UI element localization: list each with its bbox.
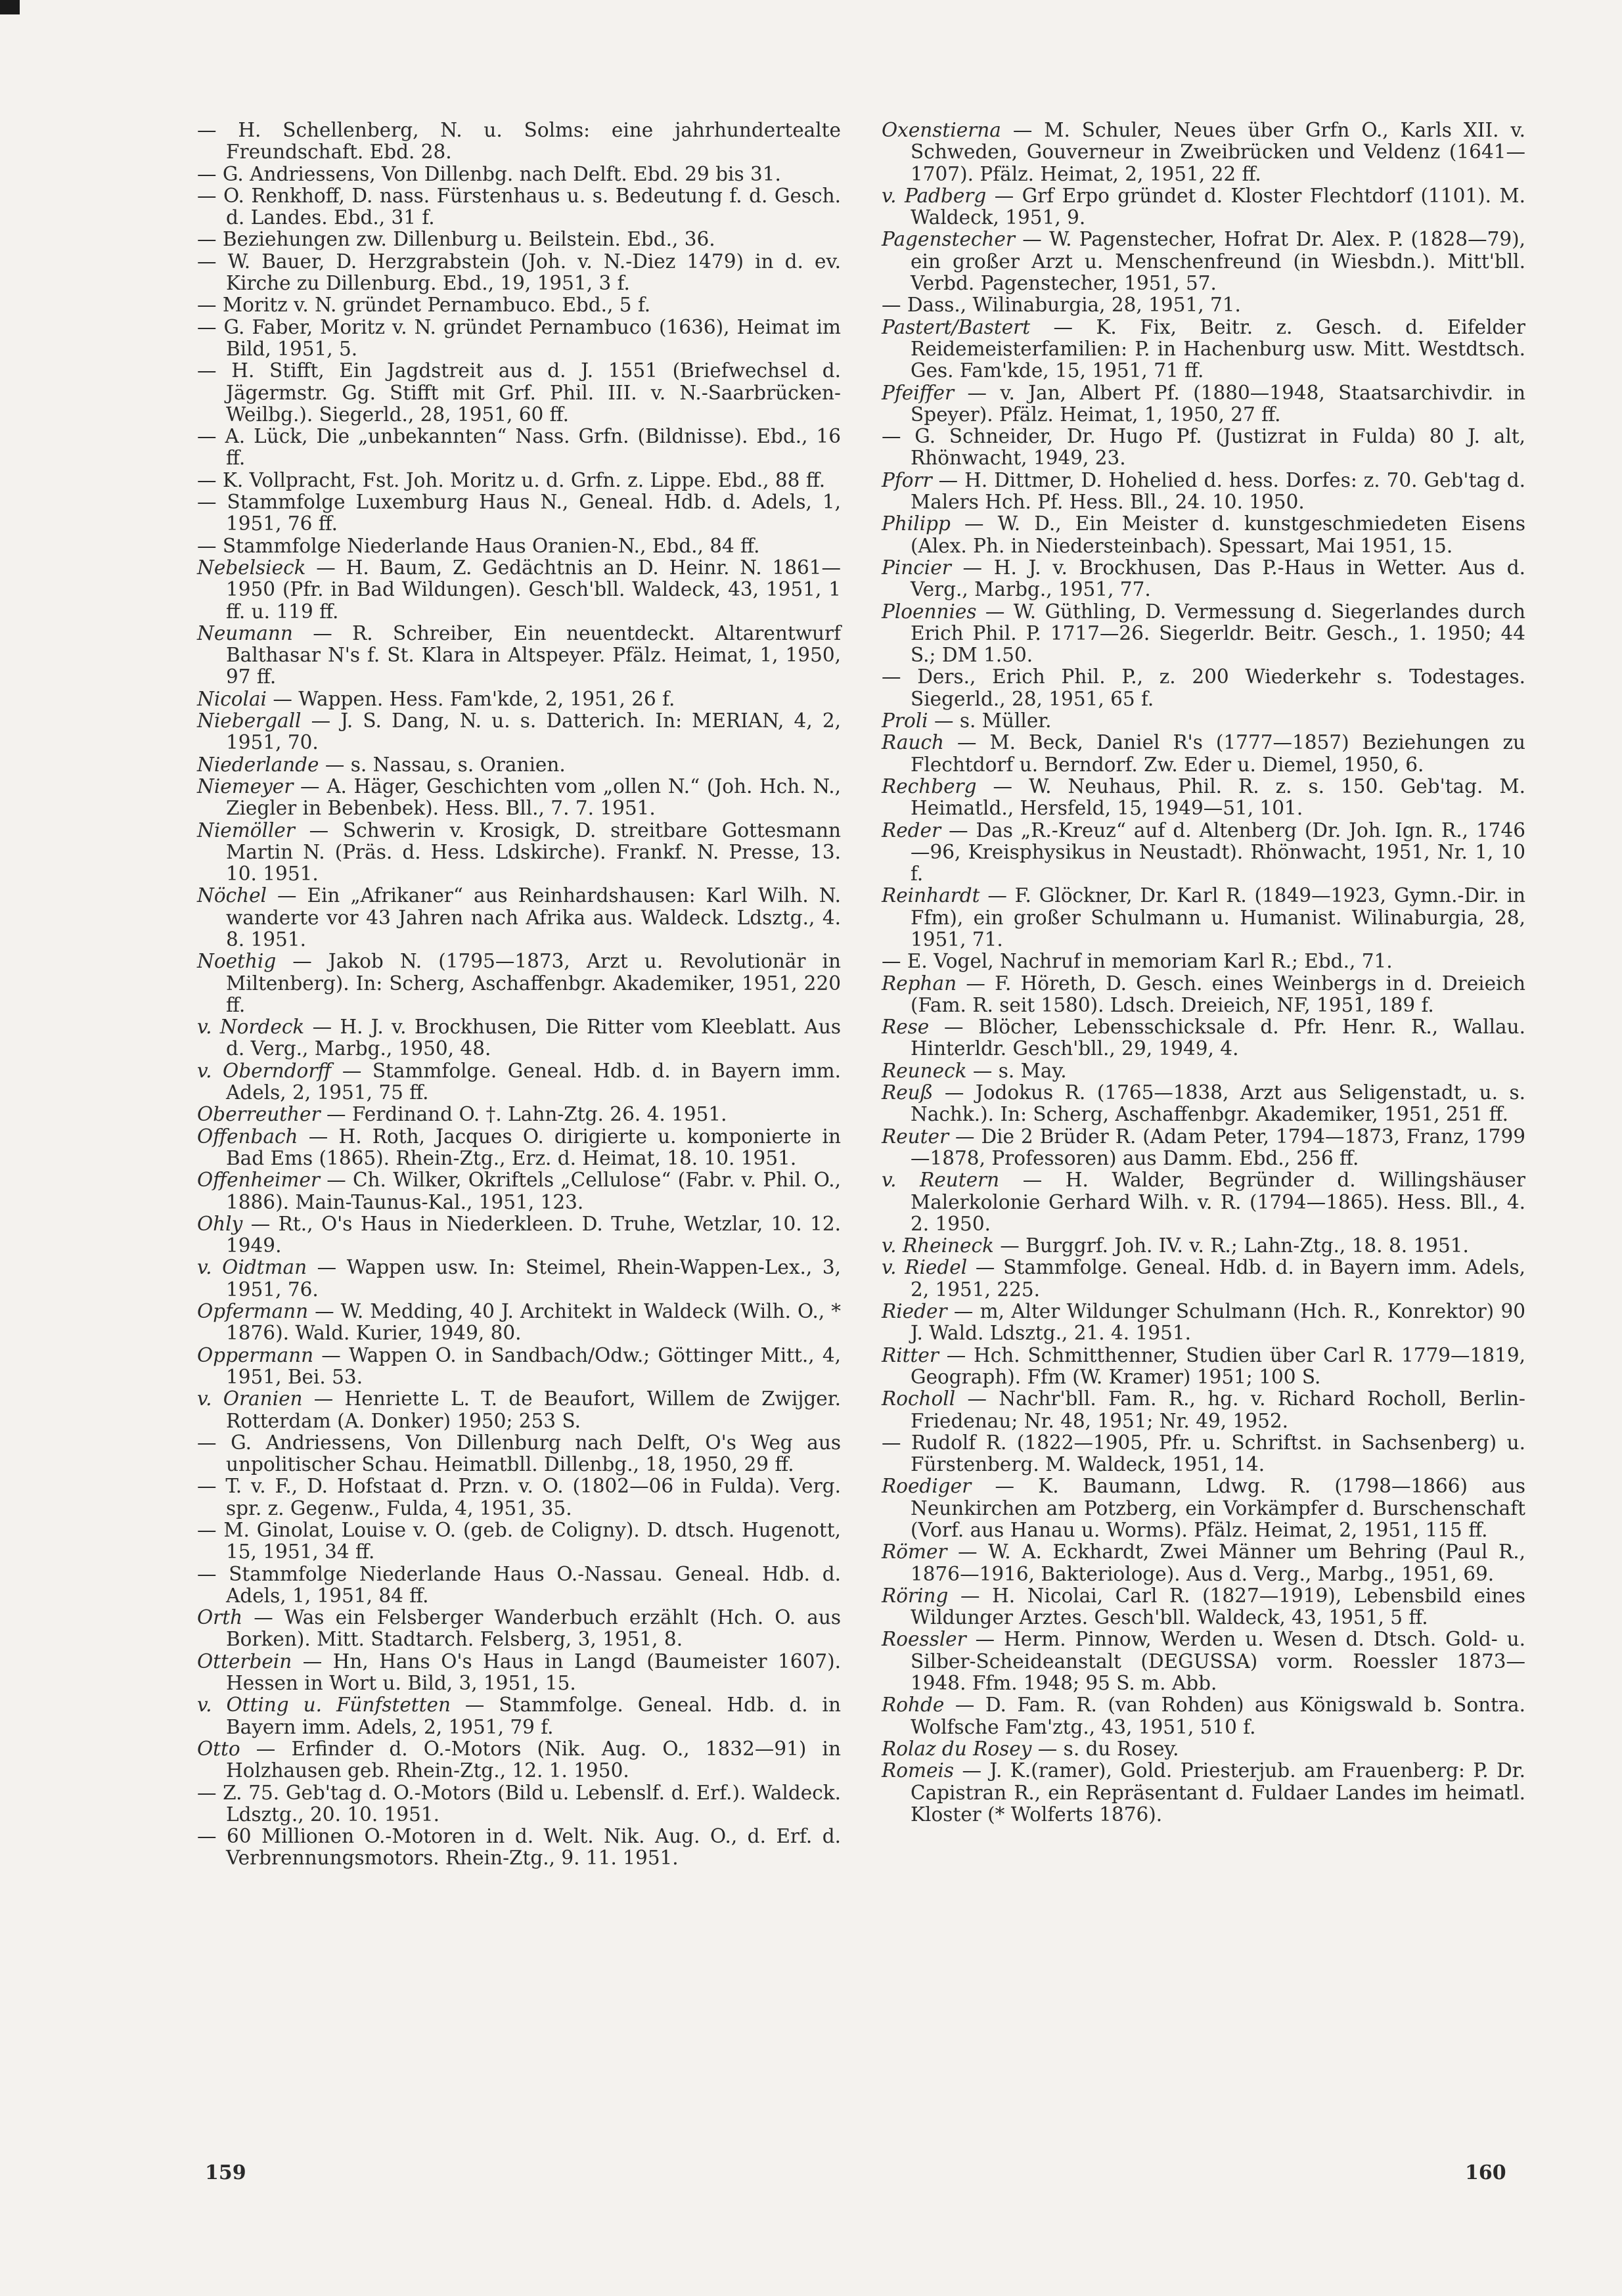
entry-keyword: Römer [882, 1541, 947, 1564]
entry-keyword: Noethig [197, 950, 277, 973]
entry-text: — M. Ginolat, Louise v. O. (geb. de Coligny). D. dtsch. Hugenott, 15, 1951, 34 ff. [197, 1519, 841, 1564]
entry-keyword: Reuter [882, 1125, 949, 1148]
entry-keyword: v. Rheineck [882, 1234, 994, 1257]
index-entry [197, 754, 841, 776]
index-entry [197, 1826, 841, 1870]
index-entry [197, 1169, 841, 1213]
entry-text: — W. A. Eckhardt, Zwei Männer um Behring (Paul R., 1876—1916, Bakteriologe). Aus d. Verg., Marbg., 1951, 69. [911, 1541, 1525, 1585]
entry-keyword: Proli [882, 709, 928, 732]
entry-keyword: Niemöller [197, 819, 295, 842]
entry-text: — G. Andriessens, Von Dillenburg nach Delft, O's Weg aus unpolitischer Schau. Heimatbll. Dillenbg., 18, 1950, 29 ff. [197, 1431, 841, 1476]
entry-keyword: Rephan [882, 972, 957, 995]
page-number-left: 159 [205, 2161, 246, 2184]
index-entry [197, 1301, 841, 1345]
entry-keyword: Orth [197, 1606, 243, 1629]
entry-keyword: Rieder [882, 1300, 947, 1323]
index-entry [882, 1060, 1525, 1082]
entry-text: — Blöcher, Lebensschicksale d. Pfr. Henr. R., Wallau. Hinterldr. Gesch'bll., 29, 1949, 4. [911, 1016, 1525, 1060]
entry-text: — Ferdinand O. †. Lahn-Ztg. 26. 4. 1951. [320, 1103, 727, 1126]
entry-text: — F. Glöckner, Dr. Karl R. (1849—1923, Gymn.-Dir. in Ffm), ein großer Schulmann u. Humanist. Wilinaburgia, 28, 1951, 71. [911, 884, 1525, 951]
index-entry [197, 1782, 841, 1826]
entry-text: — Ch. Wilker, Okriftels „Cellulose“ (Fabr. v. Phil. O., 1886). Main-Taunus-Kal., 1951, 123. [226, 1169, 841, 1213]
index-entry [197, 1651, 841, 1695]
index-entry [197, 185, 841, 229]
entry-text: — Wappen usw. In: Steimel, Rhein-Wappen-Lex., 3, 1951, 76. [226, 1256, 841, 1301]
index-entry [882, 1388, 1525, 1432]
entry-keyword: v. Oidtman [197, 1256, 307, 1279]
entry-keyword: Pfeiffer [882, 381, 955, 404]
entry-keyword: Pforr [882, 468, 932, 491]
entry-keyword: Oppermann [197, 1343, 314, 1366]
entry-text: — Dass., Wilinaburgia, 28, 1951, 71. [882, 294, 1241, 317]
entry-text: — E. Vogel, Nachruf in memoriam Karl R.; Ebd., 71. [882, 950, 1393, 973]
entry-keyword: Niederlande [197, 753, 319, 776]
entry-text: — Stammfolge. Geneal. Hdb. d. in Bayern imm. Adels, 2, 1951, 79 f. [226, 1694, 841, 1738]
index-entry [197, 535, 841, 557]
index-entry [882, 1541, 1525, 1585]
entry-text: — Erfinder d. O.-Motors (Nik. Aug. O., 1832—91) in Holzhausen geb. Rhein-Ztg., 12. 1. 1950. [226, 1737, 841, 1782]
entry-text: — Z. 75. Geb'tag d. O.-Motors (Bild u. Lebenslf. d. Erf.). Waldeck. Ldsztg., 20. 10. 1951. [197, 1781, 841, 1826]
index-entry [197, 1694, 841, 1738]
entry-text: — Beziehungen zw. Dillenburg u. Beilstein. Ebd., 36. [197, 228, 715, 251]
entry-text: — H. J. v. Brockhusen, Die Ritter vom Kleeblatt. Aus d. Verg., Marbg., 1950, 48. [226, 1016, 841, 1060]
entry-text: — Moritz v. N. gründet Pernambuco. Ebd., 5 f. [197, 294, 651, 317]
index-entry [197, 1607, 841, 1651]
entry-text: — Stammfolge. Geneal. Hdb. d. in Bayern imm. Adels, 2, 1951, 225. [911, 1256, 1525, 1301]
entry-keyword: Pagenstecher [882, 228, 1015, 251]
entry-text: — s. du Rosey. [1031, 1737, 1179, 1760]
index-entry [197, 1432, 841, 1476]
entry-keyword: Ohly [197, 1212, 243, 1235]
entry-text: — G. Schneider, Dr. Hugo Pf. (Justizrat in Fulda) 80 J. alt, Rhönwacht, 1949, 23. [882, 425, 1525, 470]
index-entry [882, 1738, 1525, 1760]
index-entry [882, 557, 1525, 601]
index-entry [882, 666, 1525, 710]
entry-text: — Hn, Hans O's Haus in Langd (Baumeister 1607). Hessen in Wort u. Bild, 3, 1951, 15. [226, 1650, 841, 1695]
index-entry [882, 1016, 1525, 1060]
entry-text: — M. Schuler, Neues über Grfn O., Karls XII. v. Schweden, Gouverneur in Zweibrücken und Veldenz (1641—1707). Pfälz. Heimat, 2, 1951, 22 ff. [911, 119, 1525, 185]
index-entry [882, 120, 1525, 185]
index-entry [197, 557, 841, 623]
entry-text: — Rudolf R. (1822—1905, Pfr. u. Schriftst. in Sachsenberg) u. Fürstenberg. M. Waldeck, 1951, 14. [882, 1431, 1525, 1476]
entry-text: — Jakob N. (1795—1873, Arzt u. Revolutionär in Miltenberg). In: Scherg, Aschaffenbgr. Akademiker, 1951, 220 ff. [226, 950, 841, 1016]
index-entry [882, 1345, 1525, 1389]
entry-keyword: v. Oranien [197, 1387, 303, 1410]
index-entry [882, 185, 1525, 229]
entry-text: — K. Baumann, Ldwg. R. (1798—1866) aus Neunkirchen am Potzberg, ein Vorkämpfer d. Burschenschaft (Vorf. aus Hanau u. Worms). Pfälz. Heimat, 2, 1951, 115 ff. [911, 1475, 1525, 1541]
entry-keyword: v. Padberg [882, 184, 987, 207]
index-entry [197, 1564, 841, 1608]
entry-text: — Die 2 Brüder R. (Adam Peter, 1794—1873, Franz, 1799—1878, Professoren) aus Damm. Ebd., 256 ff. [911, 1125, 1525, 1169]
index-entry [197, 1060, 841, 1104]
index-entry [882, 885, 1525, 951]
index-entry [197, 294, 841, 316]
index-entry [882, 951, 1525, 972]
index-entry [882, 1432, 1525, 1476]
index-entry [882, 601, 1525, 667]
entry-text: — W. Bauer, D. Herzgrabstein (Joh. v. N.-Diez 1479) in d. ev. Kirche zu Dillenburg. Ebd., 19, 1951, 3 f. [197, 250, 841, 295]
entry-keyword: Rohde [882, 1694, 945, 1717]
entry-text: — F. Höreth, D. Gesch. eines Weinbergs in d. Dreieich (Fam. R. seit 1580). Ldsch. Dreieich, NF, 1951, 189 f. [911, 972, 1525, 1016]
entry-text: — Das „R.-Kreuz“ auf d. Altenberg (Dr. Joh. Ign. R., 1746—96, Kreisphysikus in Neustadt). Rhönwacht, 1951, Nr. 1, 10 f. [911, 819, 1525, 886]
entry-text: — D. Fam. R. (van Rohden) aus Königswald b. Sontra. Wolfsche Fam'ztg., 43, 1951, 510 f. [911, 1694, 1525, 1738]
entry-keyword: Ploennies [882, 600, 977, 623]
entry-text: — s. Müller. [928, 709, 1052, 732]
left-column [197, 120, 841, 1870]
entry-text: — H. Roth, Jacques O. dirigierte u. komponierte in Bad Ems (1865). Rhein-Ztg., Erz. d. Heimat, 18. 10. 1951. [226, 1125, 841, 1169]
index-entry [882, 776, 1525, 820]
index-entry [882, 1126, 1525, 1170]
entry-keyword: Ritter [882, 1343, 939, 1366]
index-entry [882, 1301, 1525, 1345]
entry-text: — Stammfolge Luxemburg Haus N., Geneal. Hdb. d. Adels, 1, 1951, 76 ff. [197, 491, 841, 535]
entry-keyword: Oxenstierna [882, 119, 1001, 141]
entry-text: — Schwerin v. Krosigk, D. streitbare Gottesmann Martin N. (Präs. d. Hess. Ldskirche). Frankf. N. Presse, 13. 10. 1951. [226, 819, 841, 886]
entry-text: — s. Nassau, s. Oranien. [319, 753, 566, 776]
index-entry [197, 1388, 841, 1432]
entry-text: — H. Walder, Begründer d. Willingshäuser Malerkolonie Gerhard Wilh. v. R. (1794—1865). Hess. Bll., 4. 2. 1950. [911, 1169, 1525, 1235]
index-entry [197, 1345, 841, 1389]
index-entry [882, 1235, 1525, 1257]
index-entry [197, 688, 841, 710]
entry-keyword: Rechberg [882, 775, 977, 798]
index-entry [882, 1760, 1525, 1826]
index-entry [882, 229, 1525, 294]
entry-text: — H. Schellenberg, N. u. Solms: eine jahrhundertealte Freundschaft. Ebd. 28. [197, 119, 841, 164]
entry-text: — A. Häger, Geschichten vom „ollen N.“ (Joh. Hch. N., Ziegler in Bebenbek). Hess. Bll., 7. 7. 1951. [226, 775, 841, 820]
entry-keyword: Otterbein [197, 1650, 292, 1673]
entry-keyword: Nicolai [197, 687, 267, 710]
entry-text: — Burggrf. Joh. IV. v. R.; Lahn-Ztg., 18. 8. 1951. [993, 1234, 1469, 1257]
entry-text: — J. S. Dang, N. u. s. Datterich. In: MERIAN, 4, 2, 1951, 70. [226, 709, 841, 754]
entry-text: — Grf Erpo gründet d. Kloster Flechtdorf (1101). M. Waldeck, 1951, 9. [911, 184, 1525, 229]
entry-keyword: Rolaz du Rosey [882, 1737, 1032, 1760]
entry-text: — K. Fix, Beitr. z. Gesch. d. Eifelder Reidemeisterfamilien: P. in Hachenburg usw. Mitt. Westdtsch. Ges. Fam'kde, 15, 1951, 71 ff. [911, 315, 1525, 382]
index-entry [197, 1519, 841, 1564]
index-entry [197, 1738, 841, 1782]
entry-keyword: Offenheimer [197, 1169, 320, 1192]
entry-keyword: Rese [882, 1016, 930, 1039]
entry-text: — Stammfolge. Geneal. Hdb. d. in Bayern imm. Adels, 2, 1951, 75 ff. [226, 1059, 841, 1104]
index-entry [882, 710, 1525, 732]
index-entry [882, 1169, 1525, 1235]
entry-keyword: Philipp [882, 512, 951, 535]
entry-text: — Hch. Schmitthenner, Studien über Carl R. 1779—1819, Geograph). Ffm (W. Kramer) 1951; 100 S. [911, 1343, 1525, 1388]
entry-text: — T. v. F., D. Hofstaat d. Przn. v. O. (1802—06 in Fulda). Verg. spr. z. Gegenw., Fulda, 4, 1951, 35. [197, 1475, 841, 1519]
index-entry [197, 470, 841, 491]
entry-text: — G. Faber, Moritz v. N. gründet Pernambuco (1636), Heimat im Bild, 1951, 5. [197, 315, 841, 360]
index-entry [882, 1585, 1525, 1629]
entry-text: — H. Nicolai, Carl R. (1827—1919), Lebensbild eines Wildunger Arztes. Gesch'bll. Waldeck, 43, 1951, 5 ff. [911, 1584, 1525, 1629]
entry-text: — W. Medding, 40 J. Architekt in Waldeck (Wilh. O., * 1876). Wald. Kurier, 1949, 80. [226, 1300, 841, 1345]
entry-text: — A. Lück, Die „unbekannten“ Nass. Grfn. (Bildnisse). Ebd., 16 ff. [197, 425, 841, 470]
entry-text: — R. Schreiber, Ein neuentdeckt. Altarentwurf Balthasar N's f. St. Klara in Altspeyer. Pfälz. Heimat, 1, 1950, 97 ff. [226, 621, 841, 688]
entry-keyword: Rocholl [882, 1387, 956, 1410]
entry-text: — Stammfolge Niederlande Haus Oranien-N., Ebd., 84 ff. [197, 534, 760, 557]
entry-text: — W. D., Ein Meister d. kunstgeschmiedeten Eisens (Alex. Ph. in Niedersteinbach). Spessart, Mai 1951, 15. [911, 512, 1525, 557]
index-entry [197, 120, 841, 164]
entry-keyword: Neumann [197, 621, 293, 644]
page-number-right: 160 [1465, 2161, 1506, 2184]
entry-keyword: v. Nordeck [197, 1016, 305, 1039]
entry-keyword: Offenbach [197, 1125, 298, 1148]
index-entry [197, 360, 841, 426]
entry-text: — W. Pagenstecher, Hofrat Dr. Alex. P. (1828—79), ein großer Arzt u. Menschenfreund (in Wiesbdn.). Mitt'bll. Verbd. Pagenstecher, 1951, 57. [911, 228, 1525, 295]
index-entry [882, 1257, 1525, 1301]
index-entry [197, 1126, 841, 1170]
index-entry [882, 973, 1525, 1017]
index-entry [882, 820, 1525, 886]
index-entry [197, 623, 841, 688]
entry-text: — Ders., Erich Phil. P., z. 200 Wiederkehr s. Todestages. Siegerld., 28, 1951, 65 f. [882, 665, 1525, 710]
entry-text: — O. Renkhoff, D. nass. Fürstenhaus u. s. Bedeutung f. d. Gesch. d. Landes. Ebd., 31 f. [197, 184, 841, 229]
entry-text: — H. Baum, Z. Gedächtnis an D. Heinr. N. 1861—1950 (Pfr. in Bad Wildungen). Gesch'bll. Waldeck, 43, 1951, 1 ff. u. 119 ff. [226, 556, 841, 623]
entry-text: — Henriette L. T. de Beaufort, Willem de Zwijger. Rotterdam (A. Donker) 1950; 253 S. [226, 1387, 842, 1432]
entry-text: — 60 Millionen O.-Motoren in d. Welt. Nik. Aug. O., d. Erf. d. Verbrennungsmotors. Rhein-Ztg., 9. 11. 1951. [197, 1825, 841, 1870]
entry-text: — Wappen. Hess. Fam'kde, 2, 1951, 26 f. [267, 687, 675, 710]
entry-text: — Jodokus R. (1765—1838, Arzt aus Seligenstadt, u. s. Nachk.). In: Scherg, Aschaffenbgr. Akademiker, 1951, 251 ff. [911, 1081, 1525, 1126]
index-entry [197, 229, 841, 250]
index-entry [882, 1475, 1525, 1541]
index-entry [197, 885, 841, 951]
index-entry [197, 426, 841, 470]
index-entry [197, 951, 841, 1016]
index-entry [197, 1257, 841, 1301]
entry-text: — m, Alter Wildunger Schulmann (Hch. R., Konrektor) 90 J. Wald. Ldsztg., 21. 4. 1951. [911, 1300, 1525, 1345]
entry-keyword: Roediger [882, 1475, 972, 1498]
index-entry [197, 776, 841, 820]
entry-text: — K. Vollpracht, Fst. Joh. Moritz u. d. Grfn. z. Lippe. Ebd., 88 ff. [197, 468, 826, 491]
entry-text: — J. K.(ramer), Gold. Priesterjub. am Frauenberg: P. Dr. Capistran R., ein Repräsentant d. Fuldaer Landes im heimatl. Kloster (* Wolferts 1876). [911, 1759, 1525, 1826]
index-entry [197, 491, 841, 535]
index-entry [882, 382, 1525, 426]
right-column [882, 120, 1525, 1826]
entry-keyword: Reuß [882, 1081, 934, 1104]
index-entry [882, 1082, 1525, 1126]
entry-keyword: Röring [882, 1584, 949, 1607]
entry-text: — v. Jan, Albert Pf. (1880—1948, Staatsarchivdir. in Speyer). Pfälz. Heimat, 1, 1950, 27 ff. [911, 381, 1525, 426]
entry-text: — W. Güthling, D. Vermessung d. Siegerlandes durch Erich Phil. P. 1717—26. Siegerldr. Beitr. Gesch., 1. 1950; 44 S.; DM 1.50. [911, 600, 1525, 667]
entry-keyword: v. Oberndorff [197, 1059, 332, 1082]
entry-keyword: Nebelsieck [197, 556, 306, 579]
scan-corner-mark [0, 0, 20, 14]
index-entry [197, 710, 841, 754]
entry-text: — H. Stifft, Ein Jagdstreit aus d. J. 1551 (Briefwechsel d. Jägermstr. Gg. Stifft mit Grf. Phil. III. v. N.-Saarbrücken-Weilbg.). Siegerld., 28, 1951, 60 ff. [197, 359, 841, 426]
entry-keyword: Roessler [882, 1628, 966, 1651]
entry-keyword: Reuneck [882, 1059, 967, 1082]
index-entry [882, 426, 1525, 470]
entry-text: — Rt., O's Haus in Niederkleen. D. Truhe, Wetzlar, 10. 12. 1949. [226, 1212, 841, 1257]
entry-keyword: v. Reutern [882, 1169, 1000, 1192]
entry-text: — Herm. Pinnow, Werden u. Wesen d. Dtsch. Gold- u. Silber-Scheideanstalt (DEGUSSA) vorm. Roessler 1873—1948. Ffm. 1948; 95 S. m. Abb. [911, 1628, 1525, 1695]
index-entry [197, 1475, 841, 1519]
index-entry [197, 1016, 841, 1060]
index-entry [197, 1213, 841, 1257]
entry-keyword: Nöchel [197, 884, 267, 907]
index-entry [197, 251, 841, 295]
entry-text: — Ein „Afrikaner“ aus Reinhardshausen: Karl Wilh. N. wanderte vor 43 Jahren nach Afrika aus. Waldeck. Ldsztg., 4. 8. 1951. [226, 884, 841, 951]
entry-keyword: Oberreuther [197, 1103, 321, 1126]
index-entry [197, 1104, 841, 1125]
index-entry [882, 317, 1525, 382]
entry-text: — Was ein Felsberger Wanderbuch erzählt (Hch. O. aus Borken). Mitt. Stadtarch. Felsberg, 3, 1951, 8. [226, 1606, 841, 1651]
entry-keyword: Romeis [882, 1759, 954, 1782]
entry-text: — Nachr'bll. Fam. R., hg. v. Richard Rocholl, Berlin-Friedenau; Nr. 48, 1951; Nr. 49, 1952. [911, 1387, 1525, 1432]
entry-keyword: Otto [197, 1737, 240, 1760]
entry-keyword: Pincier [882, 556, 951, 579]
entry-text: — Wappen O. in Sandbach/Odw.; Göttinger Mitt., 4, 1951, Bei. 53. [226, 1343, 841, 1388]
entry-keyword: Niebergall [197, 709, 302, 732]
index-entry [882, 294, 1525, 316]
index-entry [197, 164, 841, 185]
entry-text: — s. May. [966, 1059, 1067, 1082]
index-entry [882, 470, 1525, 514]
entry-keyword: v. Otting u. Fünfstetten [197, 1694, 451, 1717]
entry-keyword: Pastert/Bastert [882, 315, 1031, 338]
index-entry [882, 732, 1525, 776]
index-entry [882, 1629, 1525, 1694]
entry-keyword: v. Riedel [882, 1256, 968, 1279]
entry-text: — H. J. v. Brockhusen, Das P.-Haus in Wetter. Aus d. Verg., Marbg., 1951, 77. [911, 556, 1525, 601]
entry-text: — H. Dittmer, D. Hohelied d. hess. Dorfes: z. 70. Geb'tag d. Malers Hch. Pf. Hess. Bll., 24. 10. 1950. [911, 468, 1525, 514]
entry-text: — G. Andriessens, Von Dillenbg. nach Delft. Ebd. 29 bis 31. [197, 162, 781, 185]
index-entry [882, 513, 1525, 557]
entry-text: — W. Neuhaus, Phil. R. z. s. 150. Geb'tag. M. Heimatld., Hersfeld, 15, 1949—51, 101. [911, 775, 1525, 820]
index-entry [882, 1694, 1525, 1738]
entry-keyword: Reinhardt [882, 884, 980, 907]
entry-keyword: Opfermann [197, 1300, 309, 1323]
entry-keyword: Rauch [882, 731, 944, 754]
entry-keyword: Niemeyer [197, 775, 294, 798]
index-entry [197, 317, 841, 361]
entry-keyword: Reder [882, 819, 941, 842]
index-entry [197, 820, 841, 886]
entry-text: — M. Beck, Daniel R's (1777—1857) Beziehungen zu Flechtdorf u. Berndorf. Zw. Eder u. Diemel, 1950, 6. [911, 731, 1525, 776]
entry-text: — Stammfolge Niederlande Haus O.-Nassau. Geneal. Hdb. d. Adels, 1, 1951, 84 ff. [197, 1562, 841, 1607]
